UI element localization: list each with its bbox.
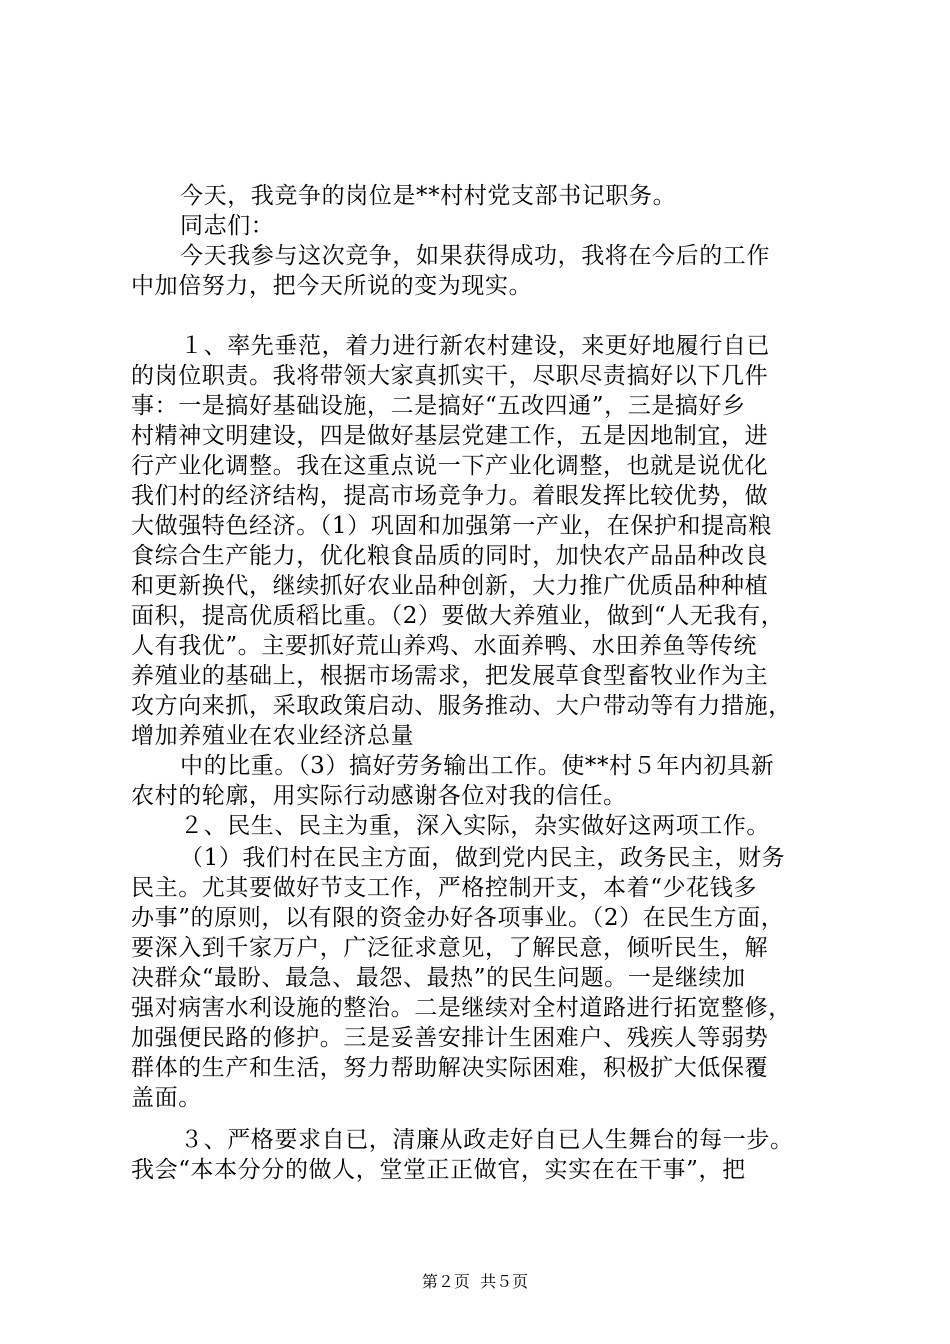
text-line: 食综合生产能力，优化粮食品质的同时，加快农产品品种改良 <box>131 543 769 569</box>
text-line: 我会“本本分分的做人，堂堂正正做官，实实在在干事”，把 <box>131 1157 746 1183</box>
text-line: 村精神文明建设，四是做好基层党建工作，五是因地制宜，进 <box>131 423 769 449</box>
text-line: 面积，提高优质稻比重。（2）要做大养殖业，做到“人无我有， <box>131 603 785 629</box>
text-line: （1）我们村在民主方面，做到党内民主，政务民主，财务 <box>180 845 786 871</box>
text-line: １、率先垂范，着力进行新农村建设，来更好地履行自已 <box>180 333 770 359</box>
text-line: 农村的轮廓，用实际行动感谢各位对我的信任。 <box>131 783 627 809</box>
text-line: 增加养殖业在农业经济总量 <box>131 723 415 749</box>
text-line: 强对病害水利设施的整治。二是继续对全村道路进行拓宽整修， <box>131 995 792 1021</box>
text-line: 办事”的原则，以有限的资金办好各项事业。（2）在民生方面， <box>131 905 785 931</box>
text-line: 决群众“最盼、最急、最怨、最热”的民生问题。一是继续加 <box>131 965 746 991</box>
text-line: 群体的生产和生活，努力帮助解决实际困难，积极扩大低保覆 <box>131 1055 769 1081</box>
text-line: 事：一是搞好基础设施，二是搞好“五改四通”，三是搞好乡 <box>131 393 746 419</box>
text-line: ３、严格要求自已，清廉从政走好自已人生舞台的每一步。 <box>180 1127 794 1153</box>
text-line: 今天，我竞争的岗位是**村村党支部书记职务。 <box>180 183 677 209</box>
text-line: 养殖业的基础上，根据市场需求，把发展草食型畜牧业作为主 <box>131 663 769 689</box>
text-line: 大做强特色经济。（1）巩固和加强第一产业，在保护和提高粮 <box>131 513 772 539</box>
text-line: 民主。尤其要做好节支工作，严格控制开支，本着“少花钱多 <box>131 875 757 901</box>
text-line: 人有我优”。主要抓好荒山养鸡、水面养鸭、水田养鱼等传统 <box>131 633 757 659</box>
text-line: 行产业化调整。我在这重点说一下产业化调整，也就是说优化 <box>131 453 769 479</box>
text-line: 中的比重。（3）搞好劳务输出工作。使**村５年内初具新 <box>180 753 775 779</box>
text-line: ２、民生、民主为重，深入实际，杂实做好这两项工作。 <box>180 813 770 839</box>
text-line: 我们村的经济结构，提高市场竞争力。着眼发挥比较优势，做 <box>131 483 769 509</box>
text-line: 今天我参与这次竞争，如果获得成功，我将在今后的工作 <box>180 243 770 269</box>
text-line: 和更新换代，继续抓好农业品种创新，大力推广优质品种种植 <box>131 573 769 599</box>
text-line: 同志们： <box>180 213 275 239</box>
text-line: 中加倍努力，把今天所说的变为现实。 <box>131 273 533 299</box>
page-number: 第２页 共５页 <box>421 1272 529 1291</box>
text-line: 加强便民路的修护。三是妥善安排计生困难户、残疾人等弱势 <box>131 1025 769 1051</box>
text-line: 的岗位职责。我将带领大家真抓实干，尽职尽责搞好以下几件 <box>131 363 769 389</box>
text-line: 攻方向来抓，采取政策启动、服务推动、大户带动等有力措施， <box>131 693 792 719</box>
text-line: 盖面。 <box>131 1085 202 1111</box>
text-line: 要深入到千家万户，广泛征求意见，了解民意，倾听民生，解 <box>131 935 769 961</box>
